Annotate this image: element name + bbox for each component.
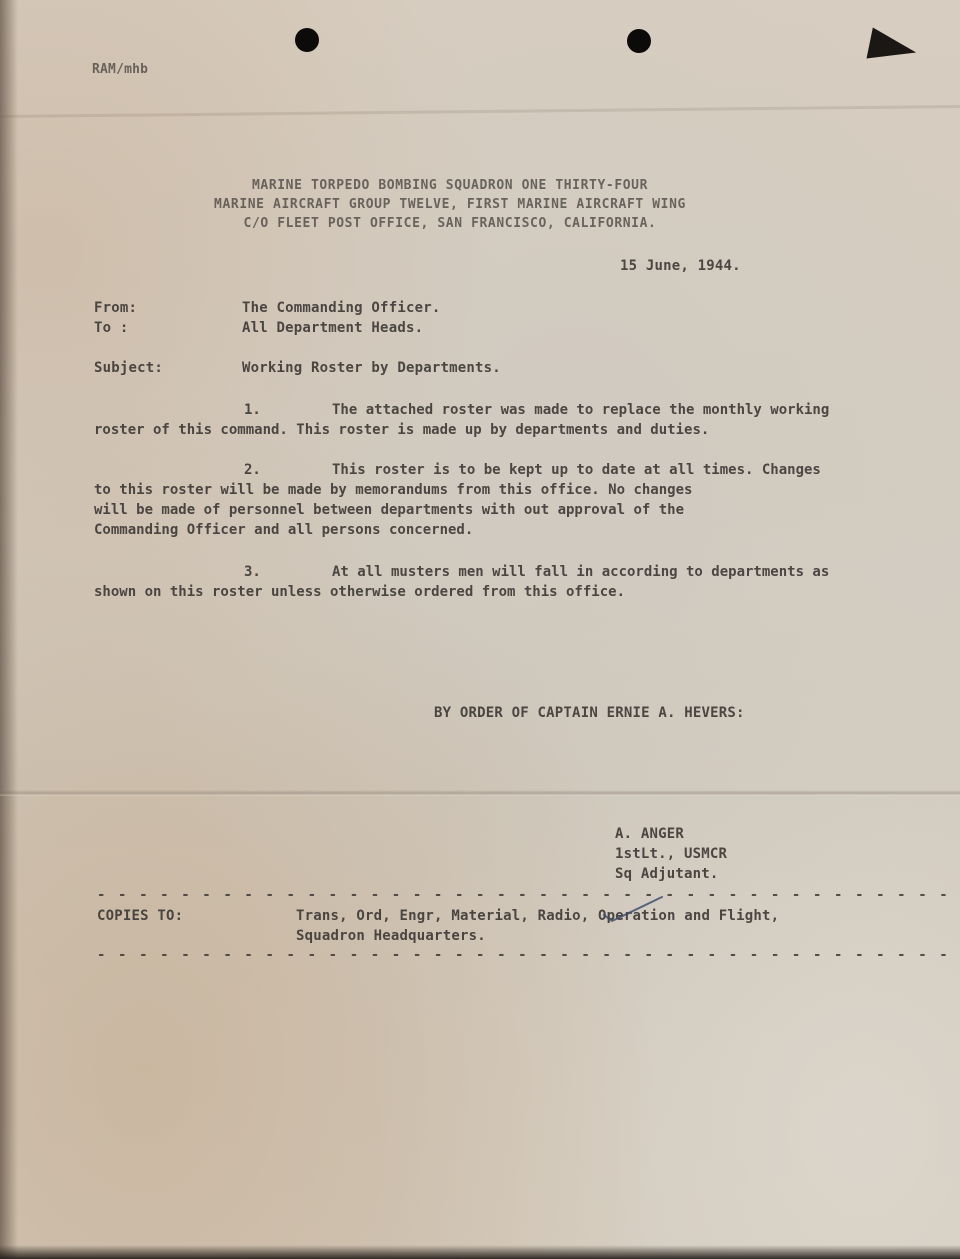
paragraph-2-line-2: to this roster will be made by memorandums from this office. No changes — [94, 482, 693, 498]
to-label: To : — [94, 320, 129, 336]
copies-line-1: Trans, Ord, Engr, Material, Radio, Operation and Flight, — [296, 908, 780, 924]
from-label: From: — [94, 300, 138, 316]
paper-tear — [858, 28, 916, 79]
paragraph-2-line-4: Commanding Officer and all persons concerned. — [94, 522, 474, 538]
paper-bottom-shadow — [0, 1245, 960, 1259]
subject-label: Subject: — [94, 360, 164, 376]
paper-fold-crease — [0, 790, 960, 796]
paragraph-3-line-1: At all musters men will fall in according to departments as — [332, 564, 830, 580]
document-date: 15 June, 1944. — [620, 258, 741, 274]
paragraph-2 — [94, 460, 834, 540]
by-order-line: BY ORDER OF CAPTAIN ERNIE A. HEVERS: — [434, 705, 745, 721]
paragraph-1-number: 1. — [244, 402, 261, 418]
paragraph-1 — [94, 400, 834, 440]
from-value: The Commanding Officer. — [242, 300, 441, 316]
paper-crease-top — [0, 105, 960, 118]
paragraph-3-line-2: shown on this roster unless otherwise ordered from this office. — [94, 584, 626, 600]
paragraph-3 — [94, 562, 834, 602]
reference-initials: RAM/mhb — [92, 62, 149, 77]
letterhead-line-2: MARINE AIRCRAFT GROUP TWELVE, FIRST MARINE AIRCRAFT WING — [214, 197, 686, 212]
paragraph-2-line-1: This roster is to be kept up to date at all times. Changes — [332, 462, 821, 478]
letterhead-line-1: MARINE TORPEDO BOMBING SQUADRON ONE THIRTY-FOUR — [251, 178, 649, 193]
letterhead-line-3: C/O FLEET POST OFFICE, SAN FRANCISCO, CALIFORNIA. — [243, 216, 657, 231]
punch-hole-right — [627, 29, 651, 53]
paragraph-2-line-3: will be made of personnel between departments with out approval of the — [94, 502, 685, 518]
signature-name: A. ANGER — [615, 826, 685, 842]
divider-dashes-bottom: - - - - - - - - - - - - - - - - - - - - - - - - - - - - - - - - - - - - - - - - - — [97, 947, 950, 963]
subject-value: Working Roster by Departments. — [242, 360, 501, 376]
punch-hole-left — [295, 28, 319, 52]
paragraph-1-line-1: The attached roster was made to replace the monthly working — [332, 402, 830, 418]
signature-title: Sq Adjutant. — [615, 866, 719, 882]
signature-rank: 1stLt., USMCR — [615, 846, 728, 862]
paragraph-3-number: 3. — [244, 564, 261, 580]
divider-dashes-top: - - - - - - - - - - - - - - - - - - - - - - - - - - - - - - - - - - - - - - - - - — [97, 887, 950, 903]
paragraph-1-line-2: roster of this command. This roster is made up by departments and duties. — [94, 422, 710, 438]
pen-check-mark-icon — [600, 893, 664, 923]
to-value: All Department Heads. — [242, 320, 424, 336]
copies-label: COPIES TO: — [97, 908, 184, 924]
paragraph-2-number: 2. — [244, 462, 261, 478]
copies-line-2: Squadron Headquarters. — [296, 928, 486, 944]
